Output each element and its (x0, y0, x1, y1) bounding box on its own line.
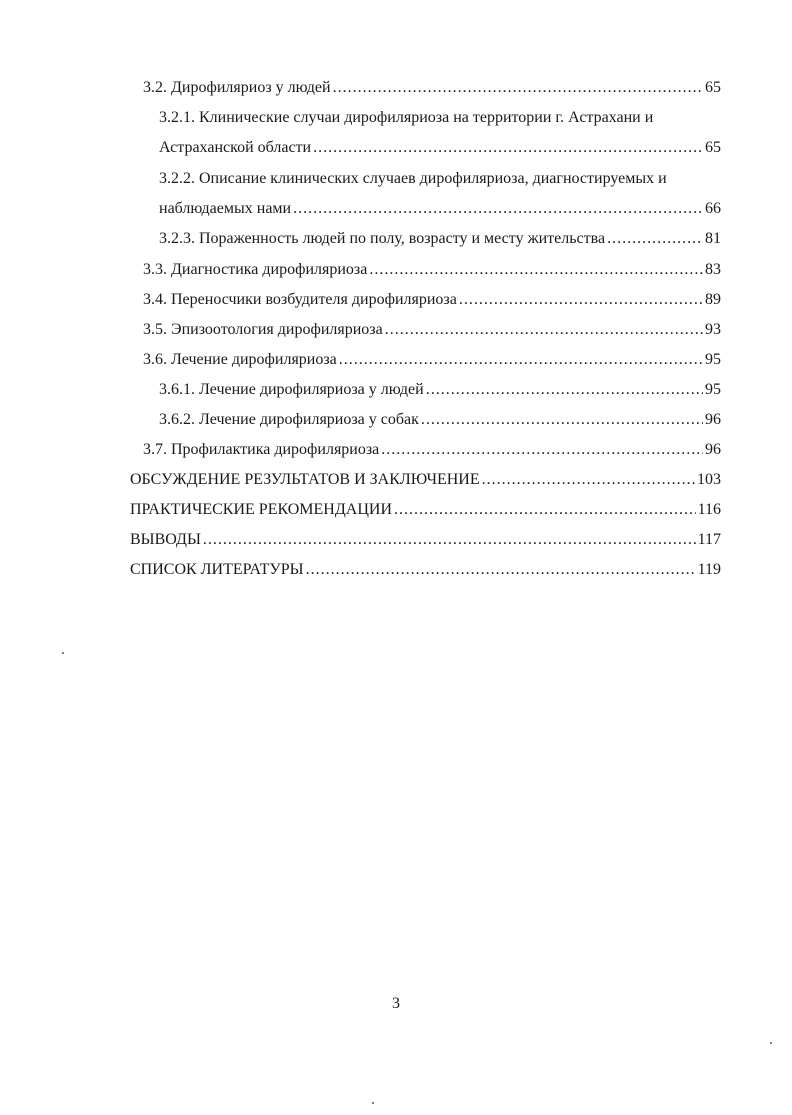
toc-entry-page: 119 (697, 561, 721, 578)
toc-dot-leader (333, 78, 703, 98)
toc-dot-leader (394, 500, 696, 520)
toc-entry-title: 3.6. Лечение дирофиляриоза (143, 351, 337, 368)
toc-entry-page: 95 (705, 351, 721, 368)
toc-entry-page: 96 (705, 411, 721, 428)
toc-entry-title: ПРАКТИЧЕСКИЕ РЕКОМЕНДАЦИИ (130, 501, 392, 518)
toc-dot-leader (459, 290, 703, 310)
toc-entry (130, 530, 721, 550)
toc-dot-leader (607, 229, 703, 249)
toc-entry-page: 116 (697, 501, 721, 518)
toc-entry-page: 93 (705, 321, 721, 338)
toc-entry-page: 65 (705, 79, 721, 96)
toc-entry-page: 103 (697, 471, 721, 488)
toc-dot-leader (385, 320, 703, 340)
toc-entry-title-line: 3.2.1. Клинические случаи дирофиляриоза на территории г. Астрахани и (159, 109, 654, 126)
toc-entry (143, 440, 721, 460)
toc-entry-page: 96 (705, 441, 721, 458)
toc-entry (143, 290, 721, 310)
toc-dot-leader (426, 380, 703, 400)
toc-entry-title: 3.3. Диагностика дирофиляриоза (143, 261, 368, 278)
toc-entry-page: 95 (705, 381, 721, 398)
toc-dot-leader (203, 530, 696, 550)
toc-entry (130, 500, 721, 520)
toc-entry-title: ОБСУЖДЕНИЕ РЕЗУЛЬТАТОВ И ЗАКЛЮЧЕНИЕ (130, 471, 480, 488)
toc-entry-title: 3.2. Дирофиляриоз у людей (143, 79, 331, 96)
page-number: 3 (392, 995, 400, 1012)
toc-entry (159, 380, 721, 400)
toc-entry-page: 66 (705, 200, 721, 217)
toc-entry-page: 83 (705, 261, 721, 278)
toc-dot-leader (369, 260, 703, 280)
toc-dot-leader (306, 560, 696, 580)
toc-dot-leader (381, 440, 703, 460)
toc-entry (159, 410, 721, 430)
toc-entry (143, 320, 721, 340)
toc-entry (159, 138, 721, 158)
toc-entry-title: СПИСОК ЛИТЕРАТУРЫ (130, 561, 304, 578)
toc-dot-leader (482, 470, 695, 490)
toc-dot-leader (293, 199, 703, 219)
toc-entry (143, 78, 721, 98)
scan-speck (62, 652, 64, 654)
toc-entry-title: наблюдаемых нами (159, 200, 292, 217)
toc-entry-title: Астраханской области (159, 139, 312, 156)
toc-entry (159, 199, 721, 219)
toc-entry (143, 260, 721, 280)
toc-entry-title-line: 3.2.2. Описание клинических случаев дирофиляриоза, диагностируемых и (159, 170, 667, 187)
toc-entry-title: 3.7. Профилактика дирофиляриоза (143, 441, 380, 458)
toc-entry (143, 350, 721, 370)
toc-entry-title: 3.5. Эпизоотология дирофиляриоза (143, 321, 383, 338)
toc-entry (130, 560, 721, 580)
toc-entry-page: 65 (705, 139, 721, 156)
toc-entry-page: 117 (697, 531, 721, 548)
toc-entry (130, 470, 721, 490)
scan-speck (372, 1102, 374, 1104)
toc-entry-title: 3.2.3. Пораженность людей по полу, возрасту и месту жительства (159, 230, 606, 247)
toc-dot-leader (421, 410, 703, 430)
toc-entry-title: 3.4. Переносчики возбудителя дирофиляриоза (143, 291, 457, 308)
toc-entry-page: 89 (705, 291, 721, 308)
toc-entry-title: 3.6.1. Лечение дирофиляриоза у людей (159, 381, 424, 398)
toc-dot-leader (339, 350, 703, 370)
toc-entry-title: 3.6.2. Лечение дирофиляриоза у собак (159, 411, 419, 428)
toc-entry-title: ВЫВОДЫ (130, 531, 201, 548)
scan-speck (770, 1042, 772, 1044)
toc-entry-page: 81 (705, 230, 721, 247)
toc-dot-leader (313, 138, 703, 158)
toc-entry (159, 229, 721, 249)
